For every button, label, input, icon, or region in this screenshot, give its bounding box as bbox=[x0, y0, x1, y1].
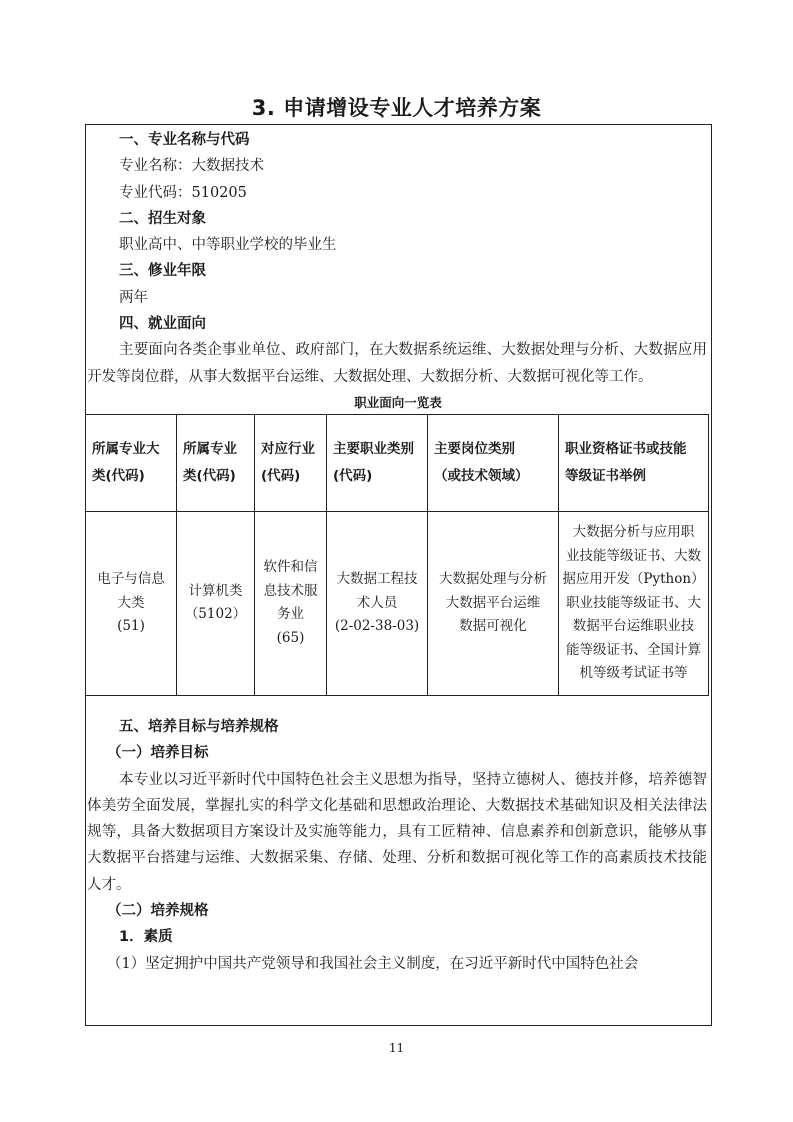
training-goal-heading: （一）培养目标 bbox=[107, 745, 209, 762]
enrollment-target: 职业高中、中等职业学校的毕业生 bbox=[119, 237, 337, 254]
major-name: 专业名称：大数据技术 bbox=[119, 158, 264, 175]
major-code: 专业代码：510205 bbox=[119, 184, 247, 201]
employment-paragraph: 主要面向各类企事业单位、政府部门，在大数据系统运维、大数据处理与分析、大数据应用开发等岗位群，从事大数据平台运维、大数据处理、大数据分析、大数据可视化等工作。 bbox=[87, 342, 707, 385]
quality-item-1: （1）坚定拥护中国共产党领导和我国社会主义制度，在习近平新时代中国特色社会 bbox=[107, 955, 639, 972]
career-table bbox=[85, 414, 709, 696]
table-caption: 职业面向一览表 bbox=[354, 394, 442, 410]
header-cell: 对应行业 (代码) bbox=[255, 414, 327, 511]
table-cell: 电子与信息 大类 (51) bbox=[86, 511, 177, 695]
training-spec-heading: （二）培养规格 bbox=[107, 903, 209, 920]
page-number: 11 bbox=[388, 1041, 405, 1055]
document-body bbox=[87, 127, 709, 977]
spacer bbox=[87, 696, 709, 714]
header-cell: 所属专业大 类(代码) bbox=[86, 414, 177, 511]
section1-heading: 一、专业名称与代码 bbox=[119, 132, 250, 148]
table-cell: 大数据分析与应用职 业技能等级证书、大数 据应用开发（Python） 职业技能等级证书、大 数据平台运维职业技 能等级证书、全国计算 机等级考试证书等 bbox=[559, 511, 709, 695]
section3-heading: 三、修业年限 bbox=[119, 263, 206, 280]
header-cell: 所属专业 类(代码) bbox=[177, 414, 255, 511]
training-goal-paragraph: 本专业以习近平新时代中国特色社会主义思想为指导，坚持立德树人、德技并修，培养德智体美劳全面发展，掌握扎实的科学文化基础和思想政治理论、大数据技术基础知识及相关法律法规等，具备大数据项目方案设计及实施等能力，具有工匠精神、信息素养和创新意识，能够从事大数据平台搭建与运维、大数据采集、存储、处理、分析和数据可视化等工作的高素质技术技能人才。 bbox=[87, 771, 707, 893]
table-cell: 大数据处理与分析 大数据平台运维 数据可视化 bbox=[428, 511, 559, 695]
section5-heading: 五、培养目标与培养规格 bbox=[119, 718, 279, 735]
study-duration: 两年 bbox=[119, 289, 148, 306]
table-cell: 大数据工程技 术人员 (2-02-38-03) bbox=[327, 511, 428, 695]
header-cell: 职业资格证书或技能 等级证书举例 bbox=[559, 414, 709, 511]
page-title: 3. 申请增设专业人才培养方案 bbox=[251, 96, 542, 120]
table-header-row bbox=[86, 414, 709, 511]
quality-heading: 1．素质 bbox=[119, 929, 173, 946]
table-cell: 软件和信 息技术服 务业 (65) bbox=[255, 511, 327, 695]
section2-heading: 二、招生对象 bbox=[119, 210, 206, 227]
section4-heading: 四、就业面向 bbox=[119, 316, 206, 333]
table-row bbox=[86, 511, 709, 695]
header-cell: 主要职业类别 (代码) bbox=[327, 414, 428, 511]
table-cell: 计算机类 （5102） bbox=[177, 511, 255, 695]
header-cell: 主要岗位类别 （或技术领域） bbox=[428, 414, 559, 511]
